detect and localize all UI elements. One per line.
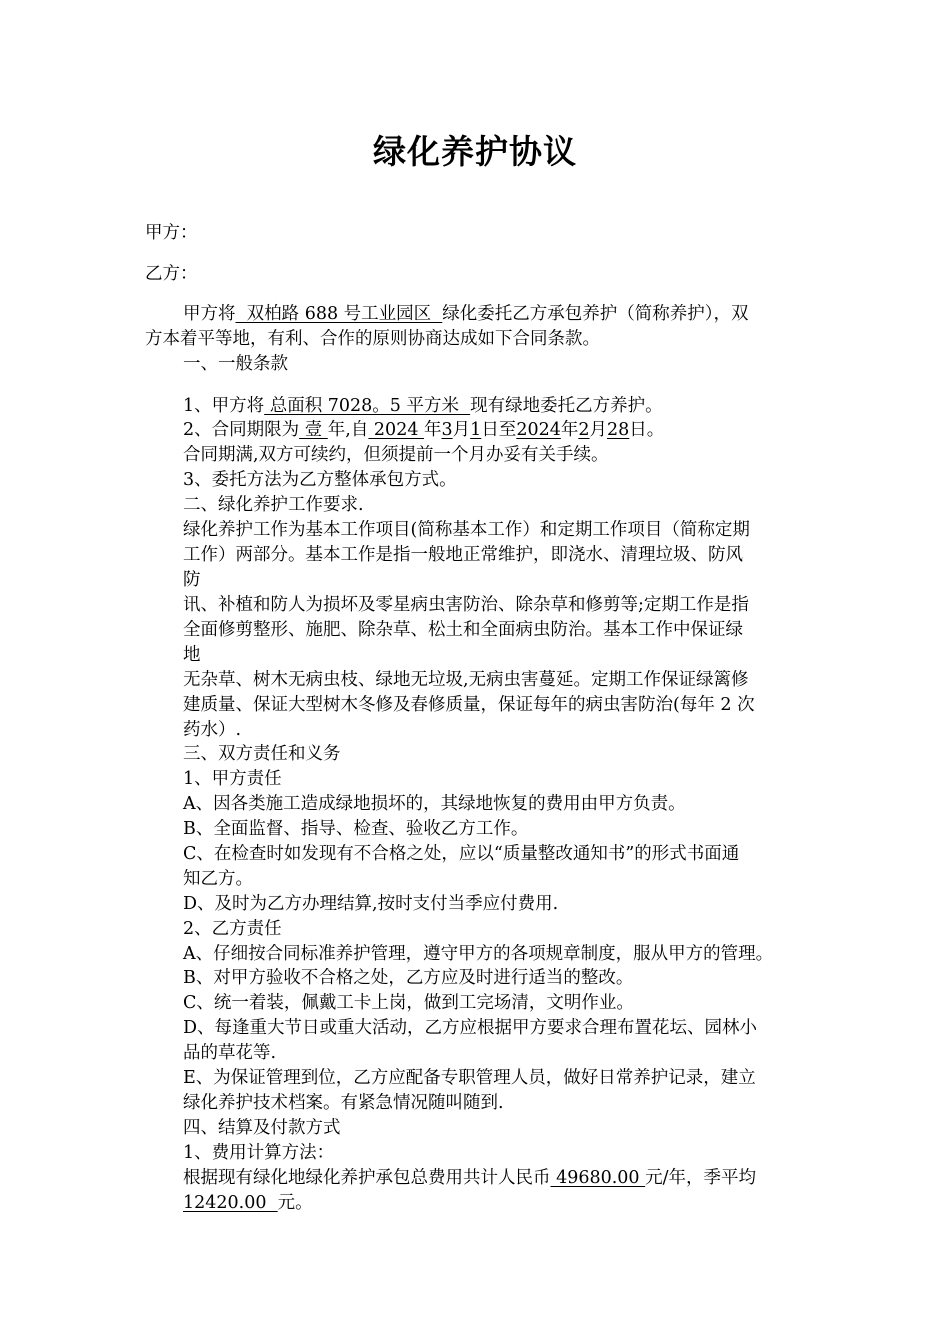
fee-text: 元。 — [277, 1193, 313, 1213]
fee-line-1 — [183, 1166, 756, 1190]
item-text: 2、合同期限为 — [183, 420, 300, 440]
section2-line: 绿化养护工作为基本工作项目(简称基本工作）和定期工作项目（简称定期 — [183, 520, 750, 540]
party-a-duty: A、因各类施工造成绿地损坏的，其绿地恢复的费用由甲方负责。 — [183, 794, 686, 814]
item-text: 月 — [589, 420, 607, 440]
section2-line: 药水）. — [183, 720, 242, 740]
item-text: 日至 — [481, 420, 517, 440]
item-text: 1、甲方将 — [183, 396, 265, 416]
party-b-duty: C、统一着装，佩戴工卡上岗，做到工完场清，文明作业。 — [183, 993, 634, 1013]
fee-text: 元/年，季平均 — [645, 1168, 757, 1188]
start-month-field: 3 — [441, 420, 453, 440]
party-b-duty: 绿化养护技术档案。有紧急情况随叫随到. — [183, 1093, 504, 1113]
area-field: 总面积 7028。5 平方米 — [264, 396, 471, 416]
section2-line: 无杂草、树木无病虫枝、绿地无垃圾,无病虫害蔓延。定期工作保证绿篱修 — [183, 670, 749, 690]
section2-line: 防 — [183, 570, 201, 590]
section1-item3: 3、委托方法为乙方整体承包方式。 — [183, 470, 457, 490]
end-month-field: 2 — [578, 420, 590, 440]
end-year-field: 2024 — [516, 420, 561, 440]
item-text: 年,自 — [327, 420, 369, 440]
party-b-duty: E、为保证管理到位，乙方应配备专职管理人员，做好日常养护记录，建立 — [183, 1068, 756, 1088]
start-year-field: 2024 — [368, 420, 425, 440]
section1-item2 — [183, 418, 664, 442]
item-text: 现有绿地委托乙方养护。 — [470, 396, 663, 416]
party-b-duty: B、对甲方验收不合格之处，乙方应及时进行适当的整改。 — [183, 968, 634, 988]
annual-fee-field: 49680.00 — [550, 1168, 646, 1188]
end-day-field: 28 — [607, 420, 630, 440]
fee-text: 根据现有绿化地绿化养护承包总费用共计人民币 — [183, 1168, 551, 1188]
start-day-field: 1 — [470, 420, 482, 440]
section2-line: 讯、补植和防人为损坏及零星病虫害防治、除杂草和修剪等;定期工作是指 — [183, 595, 749, 615]
section2-line: 全面修剪整形、施肥、除杂草、松土和全面病虫防治。基本工作中保证绿 — [183, 620, 743, 640]
party-b-duties-heading: 2、乙方责任 — [183, 919, 282, 939]
item-text: 年 — [560, 420, 579, 440]
party-b-label: 乙方： — [145, 264, 198, 284]
intro-line-2: 方本着平等地，有利、合作的原则协商达成如下合同条款。 — [145, 329, 600, 349]
party-a-duty: D、及时为乙方办理结算,按时支付当季应付费用. — [183, 894, 559, 914]
section2-line: 工作）两部分。基本工作是指一般地正常维护，即浇水、清理垃圾、防风 — [183, 545, 743, 565]
fee-line-2 — [183, 1191, 313, 1215]
intro-text: 甲方将 — [183, 304, 236, 324]
section1-item1 — [183, 394, 663, 418]
location-field: 双柏路 688 号工业园区 — [235, 304, 443, 324]
section3-heading: 三、双方责任和义务 — [183, 744, 341, 764]
term-years-field: 壹 — [299, 420, 328, 440]
section2-heading: 二、绿化养护工作要求. — [183, 495, 364, 515]
renewal-text: 合同期满,双方可续约，但须提前一个月办妥有关手续。 — [183, 445, 609, 465]
party-a-duties-heading: 1、甲方责任 — [183, 769, 282, 789]
section2-line: 建质量、保证大型树木冬修及春修质量，保证每年的病虫害防治(每年 2 次 — [183, 695, 755, 715]
item-text: 年 — [424, 420, 442, 440]
document-title: 绿化养护协议 — [373, 132, 577, 171]
section4-item1: 1、费用计算方法： — [183, 1143, 335, 1163]
item-text: 月 — [452, 420, 471, 440]
intro-text: 绿化委托乙方承包养护（简称养护），双 — [442, 304, 749, 324]
party-a-duty: 知乙方。 — [183, 869, 253, 889]
party-a-label: 甲方： — [145, 223, 198, 243]
section2-line: 地 — [183, 645, 201, 665]
section4-heading: 四、结算及付款方式 — [183, 1118, 341, 1138]
party-b-duty: A、仔细按合同标准养护管理，遵守甲方的各项规章制度，服从甲方的管理。 — [183, 944, 774, 964]
party-a-duty: C、在检查时如发现有不合格之处，应以“质量整改通知书”的形式书面通 — [183, 844, 740, 864]
party-b-duty: D、每逢重大节日或重大活动，乙方应根据甲方要求合理布置花坛、园林小 — [183, 1018, 758, 1038]
item-text: 日。 — [629, 420, 665, 440]
intro-line-1 — [183, 302, 749, 326]
party-b-duty: 品的草花等. — [183, 1043, 277, 1063]
quarterly-fee-field: 12420.00 — [183, 1193, 278, 1213]
party-a-duty: B、全面监督、指导、检查、验收乙方工作。 — [183, 819, 529, 839]
section1-heading: 一、一般条款 — [183, 354, 288, 374]
